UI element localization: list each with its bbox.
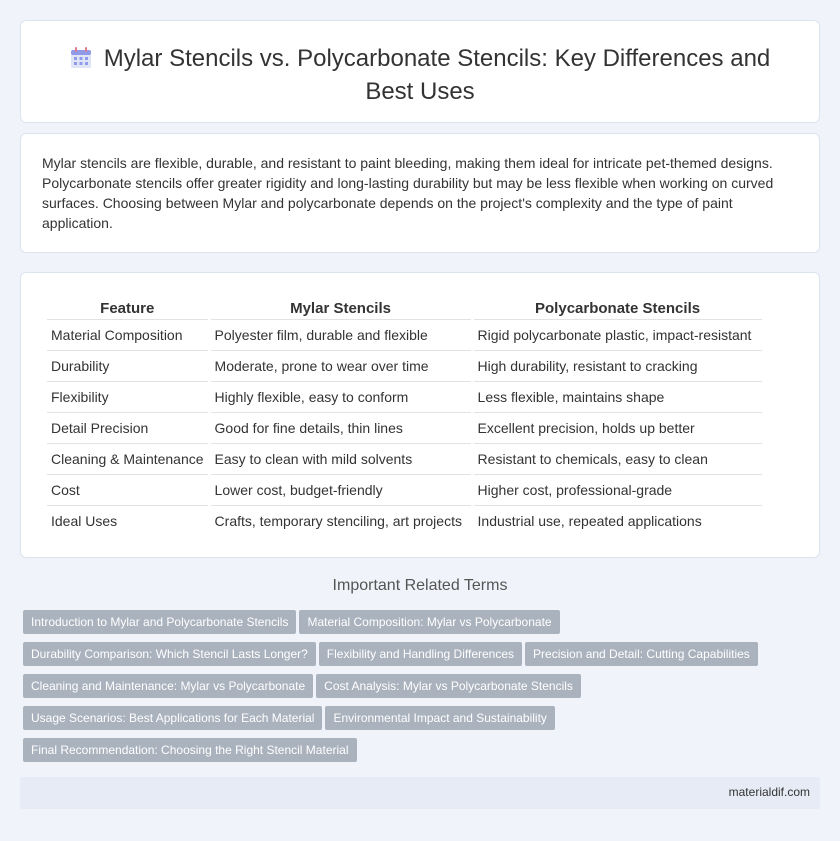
mylar-cell: Lower cost, budget-friendly <box>211 475 471 506</box>
table-row <box>47 382 762 413</box>
intro-paragraph: Mylar stencils are flexible, durable, and resistant to paint bleeding, making them ideal for intricate pet-themed designs. Polycarbonate stencils offer greater rigidity and long-lasting durability but may be less flexible when working on curved surfaces. Choosing between Mylar and polycarbonate depends on the project's complexity and the type of paint application. <box>42 155 774 231</box>
header-feature: Feature <box>47 297 208 320</box>
feature-cell: Durability <box>47 351 208 382</box>
related-term-tag[interactable]: Flexibility and Handling Differences <box>319 642 522 666</box>
mylar-cell: Polyester film, durable and flexible <box>211 320 471 351</box>
header-polycarbonate: Polycarbonate Stencils <box>474 297 762 320</box>
polycarbonate-cell: Rigid polycarbonate plastic, impact-resistant <box>474 320 762 351</box>
page-title-text: Mylar Stencils vs. Polycarbonate Stencils: Key Differences and Best Uses <box>103 45 771 105</box>
mylar-cell: Highly flexible, easy to conform <box>211 382 471 413</box>
polycarbonate-cell: Resistant to chemicals, easy to clean <box>474 444 762 475</box>
table-row <box>47 351 762 382</box>
related-terms-heading: Important Related Terms <box>332 577 508 594</box>
related-terms-list <box>23 610 803 770</box>
related-term-tag[interactable]: Final Recommendation: Choosing the Right Stencil Material <box>23 738 357 762</box>
calendar-icon <box>70 47 92 77</box>
related-term-tag[interactable]: Introduction to Mylar and Polycarbonate Stencils <box>23 610 296 634</box>
polycarbonate-cell: Higher cost, professional-grade <box>474 475 762 506</box>
comparison-card <box>20 272 820 558</box>
table-row <box>47 320 762 351</box>
related-term-tag[interactable]: Material Composition: Mylar vs Polycarbonate <box>299 610 559 634</box>
polycarbonate-cell: High durability, resistant to cracking <box>474 351 762 382</box>
table-row <box>47 475 762 506</box>
related-term-tag[interactable]: Cost Analysis: Mylar vs Polycarbonate Stencils <box>316 674 581 698</box>
mylar-cell: Crafts, temporary stenciling, art projects <box>214 513 462 529</box>
table-row <box>47 444 762 475</box>
related-term-tag[interactable]: Durability Comparison: Which Stencil Lasts Longer? <box>23 642 316 666</box>
feature-cell: Material Composition <box>47 320 208 351</box>
related-term-tag[interactable]: Precision and Detail: Cutting Capabilities <box>525 642 758 666</box>
table-row <box>47 413 762 444</box>
intro-card <box>20 133 820 253</box>
mylar-cell: Moderate, prone to wear over time <box>211 351 471 382</box>
comparison-table <box>44 297 765 536</box>
table-header-row <box>47 297 762 320</box>
feature-cell: Ideal Uses <box>51 513 118 529</box>
table-row <box>47 506 762 536</box>
polycarbonate-cell: Less flexible, maintains shape <box>474 382 762 413</box>
title-card <box>20 20 820 123</box>
feature-cell: Cleaning & Maintenance <box>47 444 208 475</box>
polycarbonate-cell: Excellent precision, holds up better <box>474 413 762 444</box>
polycarbonate-cell: Industrial use, repeated applications <box>477 513 702 529</box>
header-mylar: Mylar Stencils <box>211 297 471 320</box>
feature-cell: Detail Precision <box>47 413 208 444</box>
related-term-tag[interactable]: Cleaning and Maintenance: Mylar vs Polycarbonate <box>23 674 313 698</box>
page-title <box>61 44 779 107</box>
feature-cell: Cost <box>47 475 208 506</box>
mylar-cell: Easy to clean with mild solvents <box>211 444 471 475</box>
footer-site-link[interactable]: materialdif.com <box>728 785 810 799</box>
mylar-cell: Good for fine details, thin lines <box>211 413 471 444</box>
feature-cell: Flexibility <box>47 382 208 413</box>
related-term-tag[interactable]: Environmental Impact and Sustainability <box>325 706 554 730</box>
related-term-tag[interactable]: Usage Scenarios: Best Applications for Each Material <box>23 706 322 730</box>
footer <box>20 777 820 809</box>
